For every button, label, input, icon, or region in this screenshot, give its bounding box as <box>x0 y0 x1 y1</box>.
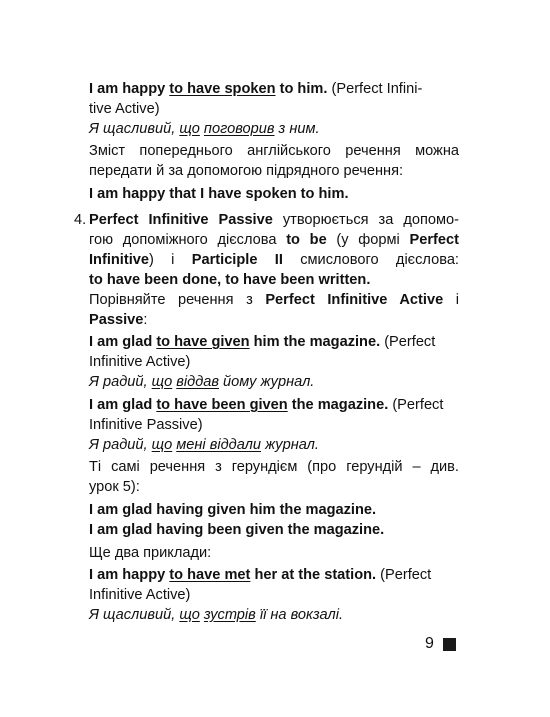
example-6-trans-a: Я щасливий, <box>89 607 180 623</box>
example-1-trans-b: що <box>179 121 200 137</box>
term-passive: Passive <box>89 312 144 328</box>
example-5-sentence-2: I am glad having been given the magazine. <box>89 522 385 538</box>
example-5-sentence-1: I am glad having given him the magazine. <box>89 502 377 518</box>
example-3-trans-a: Я радий, <box>89 374 152 390</box>
item-4-line-5-a: Порівняйте речення з <box>89 292 266 308</box>
example-1-note: (Perfect Infini- <box>327 81 423 97</box>
example-6-infinitive: to have met <box>169 567 251 583</box>
term-infinitive: Infinitive <box>89 252 149 268</box>
example-6-note: (Perfect <box>376 567 432 583</box>
example-1-rest: to him. <box>275 81 328 97</box>
example-6-trans-b: що <box>179 607 200 623</box>
example-1-trans-c: поговорив <box>203 121 275 137</box>
example-6-trans-d: її на вокзалі. <box>255 607 343 623</box>
example-2-sentence: I am happy that I have spoken to him. <box>89 186 349 202</box>
example-3-trans-b: що <box>151 374 173 390</box>
list-number-4: 4. <box>74 212 87 228</box>
example-3-lead: I am glad <box>89 334 157 350</box>
example-1-translation <box>89 120 320 138</box>
example-3-sentence <box>89 333 435 351</box>
item-4-line-6-colon: : <box>143 312 148 328</box>
paragraph-2-line-1: Ті самі речення з герундієм (про герундій – див. <box>89 459 459 475</box>
example-4-note-cont: Infinitive Passive) <box>89 417 203 433</box>
item-4-line-5 <box>89 291 459 309</box>
paragraph-2-line-2: урок 5): <box>89 479 140 495</box>
example-6-note-cont: Infinitive Active) <box>89 587 191 603</box>
example-4-lead: I am glad <box>89 397 157 413</box>
example-4-trans-a: Я радий, <box>89 437 152 453</box>
example-4-note: (Perfect <box>388 397 444 413</box>
example-3-trans-d: йому журнал. <box>219 374 315 390</box>
item-4-line-5-b: і <box>443 292 460 308</box>
item-4-line-2-a: гою допоміжного дієслова <box>89 232 287 248</box>
example-1-infinitive: to have spoken <box>169 81 276 97</box>
term-to-be: to be <box>286 232 327 248</box>
item-4-line-4: to have been done, to have been written. <box>89 272 371 288</box>
example-1-trans-d: з ним. <box>274 121 320 137</box>
example-4-rest: the magazine. <box>287 397 389 413</box>
term-perfect-infinitive-active: Perfect Infinitive Active <box>265 292 444 308</box>
paragraph-1-line-2: передати й за допомогою підрядного речення: <box>89 163 404 179</box>
item-4-line-2 <box>89 231 459 249</box>
page-marker-square-icon <box>443 638 456 651</box>
item-4-line-3-b: смислового дієслова: <box>282 252 459 268</box>
example-4-infinitive: to have been given <box>156 397 288 413</box>
example-3-trans-c: віддав <box>176 374 219 390</box>
term-perfect: Perfect <box>409 232 459 248</box>
item-4-line-1-text: утворюється за допомо- <box>272 212 459 228</box>
item-4-line-1 <box>89 211 459 229</box>
example-4-trans-b: що <box>151 437 173 453</box>
term-perfect-infinitive-passive: Perfect Infinitive Passive <box>89 212 273 228</box>
example-6-sentence <box>89 566 431 584</box>
example-6-lead: I am happy <box>89 567 170 583</box>
item-4-line-2-b: (у формі <box>326 232 410 248</box>
paragraph-3: Ще два приклади: <box>89 545 212 561</box>
item-4-line-3 <box>89 251 459 269</box>
example-3-translation <box>89 373 314 391</box>
page-number: 9 <box>425 635 434 652</box>
example-6-rest: her at the station. <box>250 567 377 583</box>
paragraph-1-line-1: Зміст попереднього англійського речення можна <box>89 143 459 159</box>
example-6-translation <box>89 606 343 624</box>
example-1-trans-a: Я щасливий, <box>89 121 180 137</box>
item-4-line-6 <box>89 311 147 329</box>
example-3-infinitive: to have given <box>156 334 250 350</box>
example-4-trans-c: мені віддали <box>176 437 262 453</box>
example-4-trans-d: журнал. <box>261 437 319 453</box>
example-3-rest: him the magazine. <box>249 334 381 350</box>
example-6-trans-c: зустрів <box>203 607 256 623</box>
example-1-note-cont: tive Active) <box>89 101 160 117</box>
example-3-note-cont: Infinitive Active) <box>89 354 191 370</box>
example-4-translation <box>89 436 319 454</box>
item-4-line-3-a: ) і <box>149 252 192 268</box>
example-1-lead: I am happy <box>89 81 170 97</box>
term-participle-ii: Participle II <box>191 252 283 268</box>
example-1-sentence <box>89 80 422 98</box>
example-3-note: (Perfect <box>380 334 436 350</box>
example-4-sentence <box>89 396 443 414</box>
